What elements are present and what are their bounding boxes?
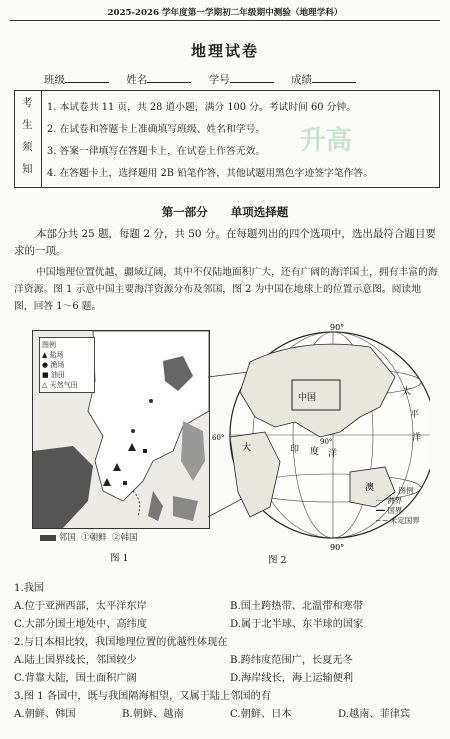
globe-lon-right: 90° <box>320 438 333 446</box>
field-name-label: 姓名 <box>126 74 148 86</box>
question-options-row <box>14 616 440 634</box>
q2-option-d[interactable]: D.海岸线长，海上运输便利 <box>230 673 354 684</box>
fig2-legend-title: 图例 <box>398 486 414 495</box>
section-title: 第一部分 单项选择题 <box>161 205 289 219</box>
q1-option-a[interactable]: A.位于亚洲西部，太平洋东岸 <box>14 601 147 612</box>
fig2-legend <box>376 486 436 526</box>
field-score-label: 成绩 <box>291 74 313 86</box>
fig1-legend-title: 图例 <box>42 341 56 349</box>
section-intro: 本部分共 25 题，每题 2 分，共 50 分。在每题列出的四个选项中，选出最符合题目要求的一项。 <box>14 228 436 257</box>
globe-place-label: 太 <box>402 387 412 397</box>
globe-lon-left: 60° <box>212 434 225 442</box>
notice-side-char: 考 <box>22 97 33 109</box>
fig1-legend-item: ▲ 盐场 <box>42 351 64 359</box>
question-options-row <box>14 652 440 670</box>
globe-place-label: 印 <box>290 445 300 455</box>
q2-option-c[interactable]: C.背靠大陆，国土面积广阔 <box>14 673 137 684</box>
question-options-row <box>14 706 440 724</box>
fig2-legend-item: ┈┈ 洲界 <box>376 496 403 505</box>
legend-border-label: 国界 <box>387 506 403 515</box>
globe-place-label: 大 <box>242 443 252 453</box>
fig1-legend-item: △ 天然气田 <box>42 381 78 389</box>
fig2-caption: 图 2 <box>268 555 287 566</box>
notice-item: 1. 本试卷共 11 页，共 28 道小题，满分 100 分。考试时间 60 分钟。 <box>47 102 357 113</box>
notice-side-char: 须 <box>22 141 33 153</box>
notice-side-char: 生 <box>22 119 33 131</box>
question-stem <box>14 688 440 706</box>
globe-bottom-label: 90° <box>330 543 345 552</box>
q3-stem: 3.图 1 各国中，既与我国隔海相望，又属于陆上邻国的有 <box>14 691 271 702</box>
q3-option-b[interactable]: B.朝鲜、越南 <box>122 709 184 720</box>
korea-south-label: ②韩国 <box>112 533 138 543</box>
neighbor-label: 邻国 <box>58 533 76 543</box>
question-options-row <box>14 598 440 616</box>
notice-side-label <box>15 91 42 187</box>
q1-option-c[interactable]: C.大部分国土地处中、高纬度 <box>14 619 147 630</box>
legend-gas-label: 天然气田 <box>49 381 78 389</box>
notice-item: 4. 在答题卡上，选择题用 2B 铅笔作答，其他试题用黑色字迹签字笔作答。 <box>47 168 374 179</box>
question-stem <box>14 634 440 652</box>
fig2-legend-item: ━━ 国界 <box>376 506 403 515</box>
globe-place-label: 度 <box>310 447 320 457</box>
q1-option-d[interactable]: D.属于北半球、东半球的国家 <box>230 619 364 630</box>
globe-place-label: 洋 <box>328 449 338 459</box>
notice-items <box>47 97 437 185</box>
legend-undefined-label: 未定国界 <box>389 516 420 525</box>
q3-option-a[interactable]: A.朝鲜、韩国 <box>14 709 76 720</box>
field-id-blank[interactable] <box>230 73 274 83</box>
legend-salt-label: 盐场 <box>49 351 64 359</box>
q2-option-b[interactable]: B.跨纬度范围广，长夏无冬 <box>230 655 353 666</box>
field-class-blank[interactable] <box>65 73 109 83</box>
exam-header: 2025-2026 学年度第一学期初二年级期中测验（地理学科） <box>107 8 343 18</box>
q3-option-c[interactable]: C.朝鲜、日本 <box>230 709 292 720</box>
exam-notice-box <box>14 90 440 188</box>
fig1-legend-item: ● 渔场 <box>42 361 65 369</box>
question-description: 中国地理位置优越，疆域辽阔，其中不仅陆地面积广大，还有广阔的海洋国土，拥有丰富的海洋资源。图 1 示意中国主要海洋资源分布及邻国，图 2 为中国在地球上的位置示意图。阅读地图，回答 1～6 题。 <box>14 267 438 312</box>
fig1-bottom-legend <box>40 531 138 543</box>
legend-continent-label: 洲界 <box>387 496 403 505</box>
watermark: 升高 <box>300 126 353 156</box>
globe-place-label: 澳 <box>365 483 375 493</box>
globe-top-label: 90° <box>330 323 345 332</box>
notice-item: 3. 答案一律填写在答题卡上，在试卷上作答无效。 <box>47 146 266 157</box>
page-title: 地理试卷 <box>190 42 259 60</box>
notice-side-char: 知 <box>22 163 33 175</box>
notice-item: 2. 在试卷和答题卡上准确填写班级、姓名和学号。 <box>47 124 266 135</box>
header-rule <box>10 20 440 21</box>
legend-fishery-label: 渔场 <box>50 361 65 369</box>
neighbor-swatch <box>40 535 56 541</box>
fig1-legend-item: ■ 油田 <box>42 371 65 379</box>
korea-north-label: ①朝鲜 <box>81 533 107 543</box>
field-name-blank[interactable] <box>147 73 191 83</box>
student-info-fields <box>44 72 370 87</box>
field-class-label: 班级 <box>44 74 65 86</box>
q2-stem: 2.与日本相比较，我国地理位置的优越性体现在 <box>14 637 228 648</box>
globe-china-label: 中国 <box>298 393 317 403</box>
fig1-caption: 图 1 <box>110 553 129 564</box>
question-list <box>14 580 440 724</box>
field-score-blank[interactable] <box>312 73 356 83</box>
q1-option-b[interactable]: B.国土跨热带、北温带和寒带 <box>230 601 363 612</box>
legend-oil-label: 油田 <box>50 371 65 379</box>
globe-place-label: 洋 <box>412 433 422 443</box>
globe-place-label: 平 <box>410 410 420 420</box>
q3-option-d[interactable]: D.越南、菲律宾 <box>338 709 411 720</box>
fig1-legend <box>39 337 95 393</box>
question-options-row <box>14 670 440 688</box>
question-stem <box>14 580 440 598</box>
q2-option-a[interactable]: A.陆上国界线长，邻国较少 <box>14 655 137 666</box>
field-id-label: 学号 <box>208 74 230 86</box>
fig2-legend-item: ─ ─ 未定国界 <box>376 516 420 525</box>
q1-stem: 1.我国 <box>14 583 45 594</box>
